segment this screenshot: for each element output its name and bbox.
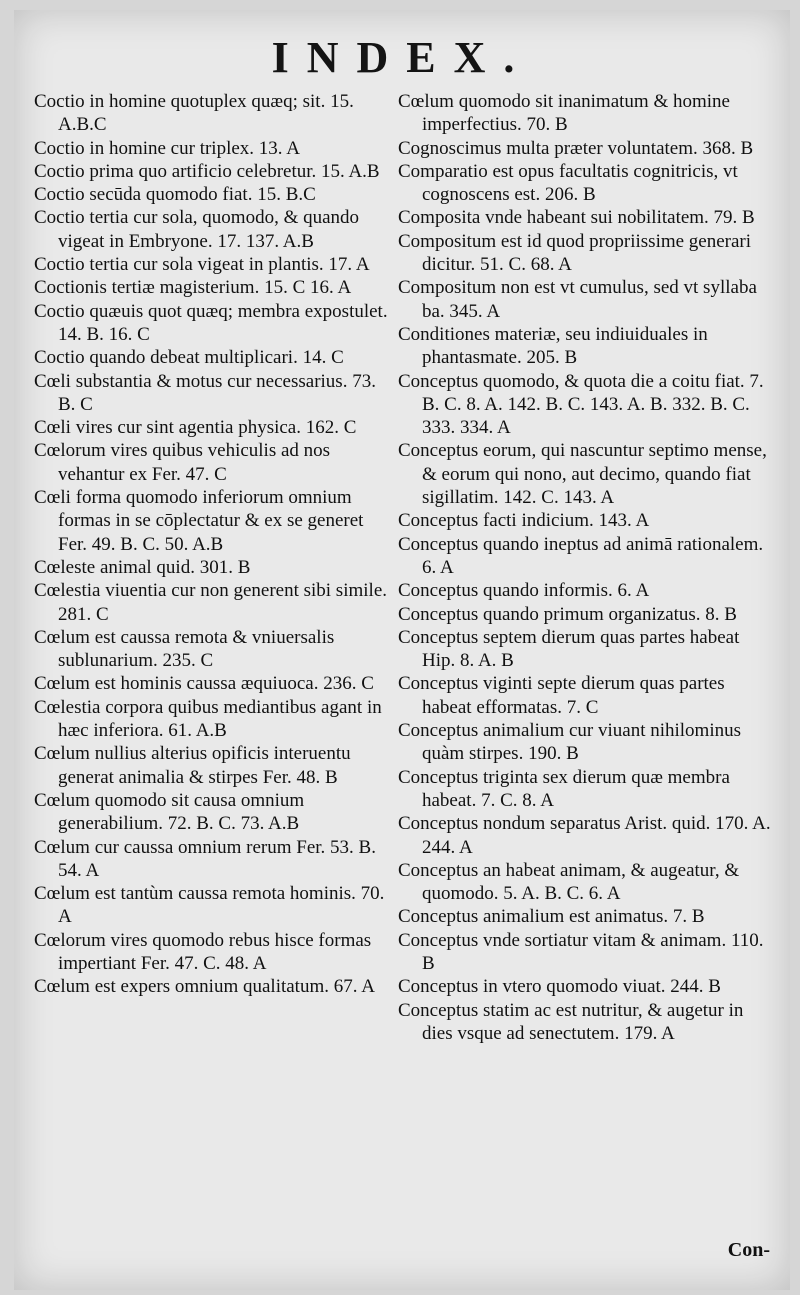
index-entry: Coctio secūda quomodo fiat. 15. B.C [34, 184, 316, 206]
index-entry: Cœlum est tantùm caussa remota hominis. 70. A [34, 883, 385, 928]
index-entry: Conceptus an habeat animam, & augeatur, & quomodo. 5. A. B. C. 6. A [398, 859, 740, 905]
index-entry: Coctio quæuis quot quæq; membra expostulet. 14. B. 16. C [34, 300, 388, 345]
index-entry: Conceptus viginti septe dierum quas partes habeat efformatas. 7. C [398, 673, 725, 718]
index-entry: Cœlorum vires quibus vehiculis ad nos vehantur ex Fer. 47. C [34, 440, 331, 485]
index-entry: Cœleste animal quid. 301. B [34, 556, 251, 578]
index-entry: Compositum non est vt cumulus, sed vt syllaba ba. 345. A [398, 277, 757, 322]
index-entry: Conceptus facti indicium. 143. A [398, 510, 650, 532]
index-entry: Cœlestia corpora quibus mediantibus agant in hæc inferiora. 61. A.B [34, 696, 382, 742]
index-entry: Coctio in homine cur triplex. 13. A [34, 137, 300, 159]
catchword: Con- [727, 1239, 770, 1261]
index-entry: Conceptus statim ac est nutritur, & augetur in dies vsque ad senectutem. 179. A [398, 999, 744, 1044]
index-entry: Conceptus quomodo, & quota die a coitu fiat. 7. B. C. 8. A. 142. B. C. 143. A. B. 332. B. C. 333. 334. A [398, 370, 764, 439]
index-entry: Cœli substantia & motus cur necessarius. 73. B. C [34, 370, 376, 415]
index-entry: Conceptus vnde sortiatur vitam & animam. 110. B [398, 929, 764, 974]
index-entry: Cœlum est expers omnium qualitatum. 67. A [34, 976, 375, 998]
index-entry: Conceptus in vtero quomodo viuat. 244. B [398, 976, 721, 998]
index-entry: Cœlum quomodo sit causa omnium generabilium. 72. B. C. 73. A.B [34, 789, 305, 835]
index-entry: Coctio in homine quotuplex quæq; sit. 15. A.B.C [34, 91, 354, 136]
index-entry: Conceptus animalium est animatus. 7. B [398, 906, 705, 928]
index-entry: Conceptus triginta sex dierum quæ membra habeat. 7. C. 8. A [398, 766, 730, 811]
index-entry: Conceptus nondum separatus Arist. quid. 170. A. 244. A [398, 813, 771, 858]
book-page [14, 10, 790, 1290]
index-entry: Cognoscimus multa præter voluntatem. 368. B [398, 137, 754, 159]
index-entry: Coctionis tertiæ magisterium. 15. C 16. A [34, 277, 352, 299]
index-entry: Conceptus eorum, qui nascuntur septimo mense, & eorum qui nono, aut decimo, quando fiat sigillatim. 142. C. 143. A [398, 440, 767, 509]
index-entry: Cœlum est caussa remota & vniuersalis sublunarium. 235. C [34, 626, 335, 672]
index-entry: Coctio tertia cur sola, quomodo, & quando vigeat in Embryone. 17. 137. A.B [34, 207, 360, 252]
index-entry: Cœli vires cur sint agentia physica. 162. C [34, 417, 357, 439]
index-entry: Comparatio est opus facultatis cognitricis, vt cognoscens est. 206. B [398, 160, 738, 206]
index-entry: Compositum est id quod propriissime generari dicitur. 51. C. 68. A [398, 230, 752, 276]
index-entry: Coctio prima quo artificio celebretur. 15. A.B [34, 160, 380, 182]
index-entry: Cœlum nullius alterius opificis interuentu generat animalia & stirpes Fer. 48. B [34, 743, 351, 788]
index-entry: Conceptus septem dierum quas partes habeat Hip. 8. A. B [398, 626, 740, 672]
index-entry: Conceptus quando primum organizatus. 8. B [398, 603, 737, 625]
index-entry: Cœlum cur caussa omnium rerum Fer. 53. B. 54. A [34, 836, 376, 881]
index-entry: Cœlum quomodo sit inanimatum & homine imperfectius. 70. B [398, 91, 730, 136]
index-entry: Composita vnde habeant sui nobilitatem. 79. B [398, 207, 755, 229]
index-entry: Conceptus animalium cur viuant nihilominus quàm stirpes. 190. B [398, 720, 742, 765]
index-entry: Conditiones materiæ, seu indiuiduales in phantasmate. 205. B [398, 323, 708, 369]
index-entry: Conceptus quando informis. 6. A [398, 580, 650, 602]
left-index-column [34, 90, 394, 999]
right-index-column [398, 90, 776, 1045]
index-entry: Conceptus quando ineptus ad animā rationalem. 6. A [398, 533, 764, 578]
index-entry: Coctio quando debeat multiplicari. 14. C [34, 347, 344, 369]
index-entry: Coctio tertia cur sola vigeat in plantis. 17. A [34, 254, 370, 276]
index-entry: Cœlum est hominis caussa æquiuoca. 236. C [34, 673, 374, 695]
index-entry: Cœlestia viuentia cur non generent sibi simile. 281. C [34, 580, 388, 625]
index-entry: Cœli forma quomodo inferiorum omnium formas in se cōplectatur & ex se generet Fer. 49. B. C. 50. A.B [34, 487, 364, 555]
running-header: INDEX. [271, 33, 533, 82]
index-entry: Cœlorum vires quomodo rebus hisce formas impertiant Fer. 47. C. 48. A [34, 929, 372, 974]
